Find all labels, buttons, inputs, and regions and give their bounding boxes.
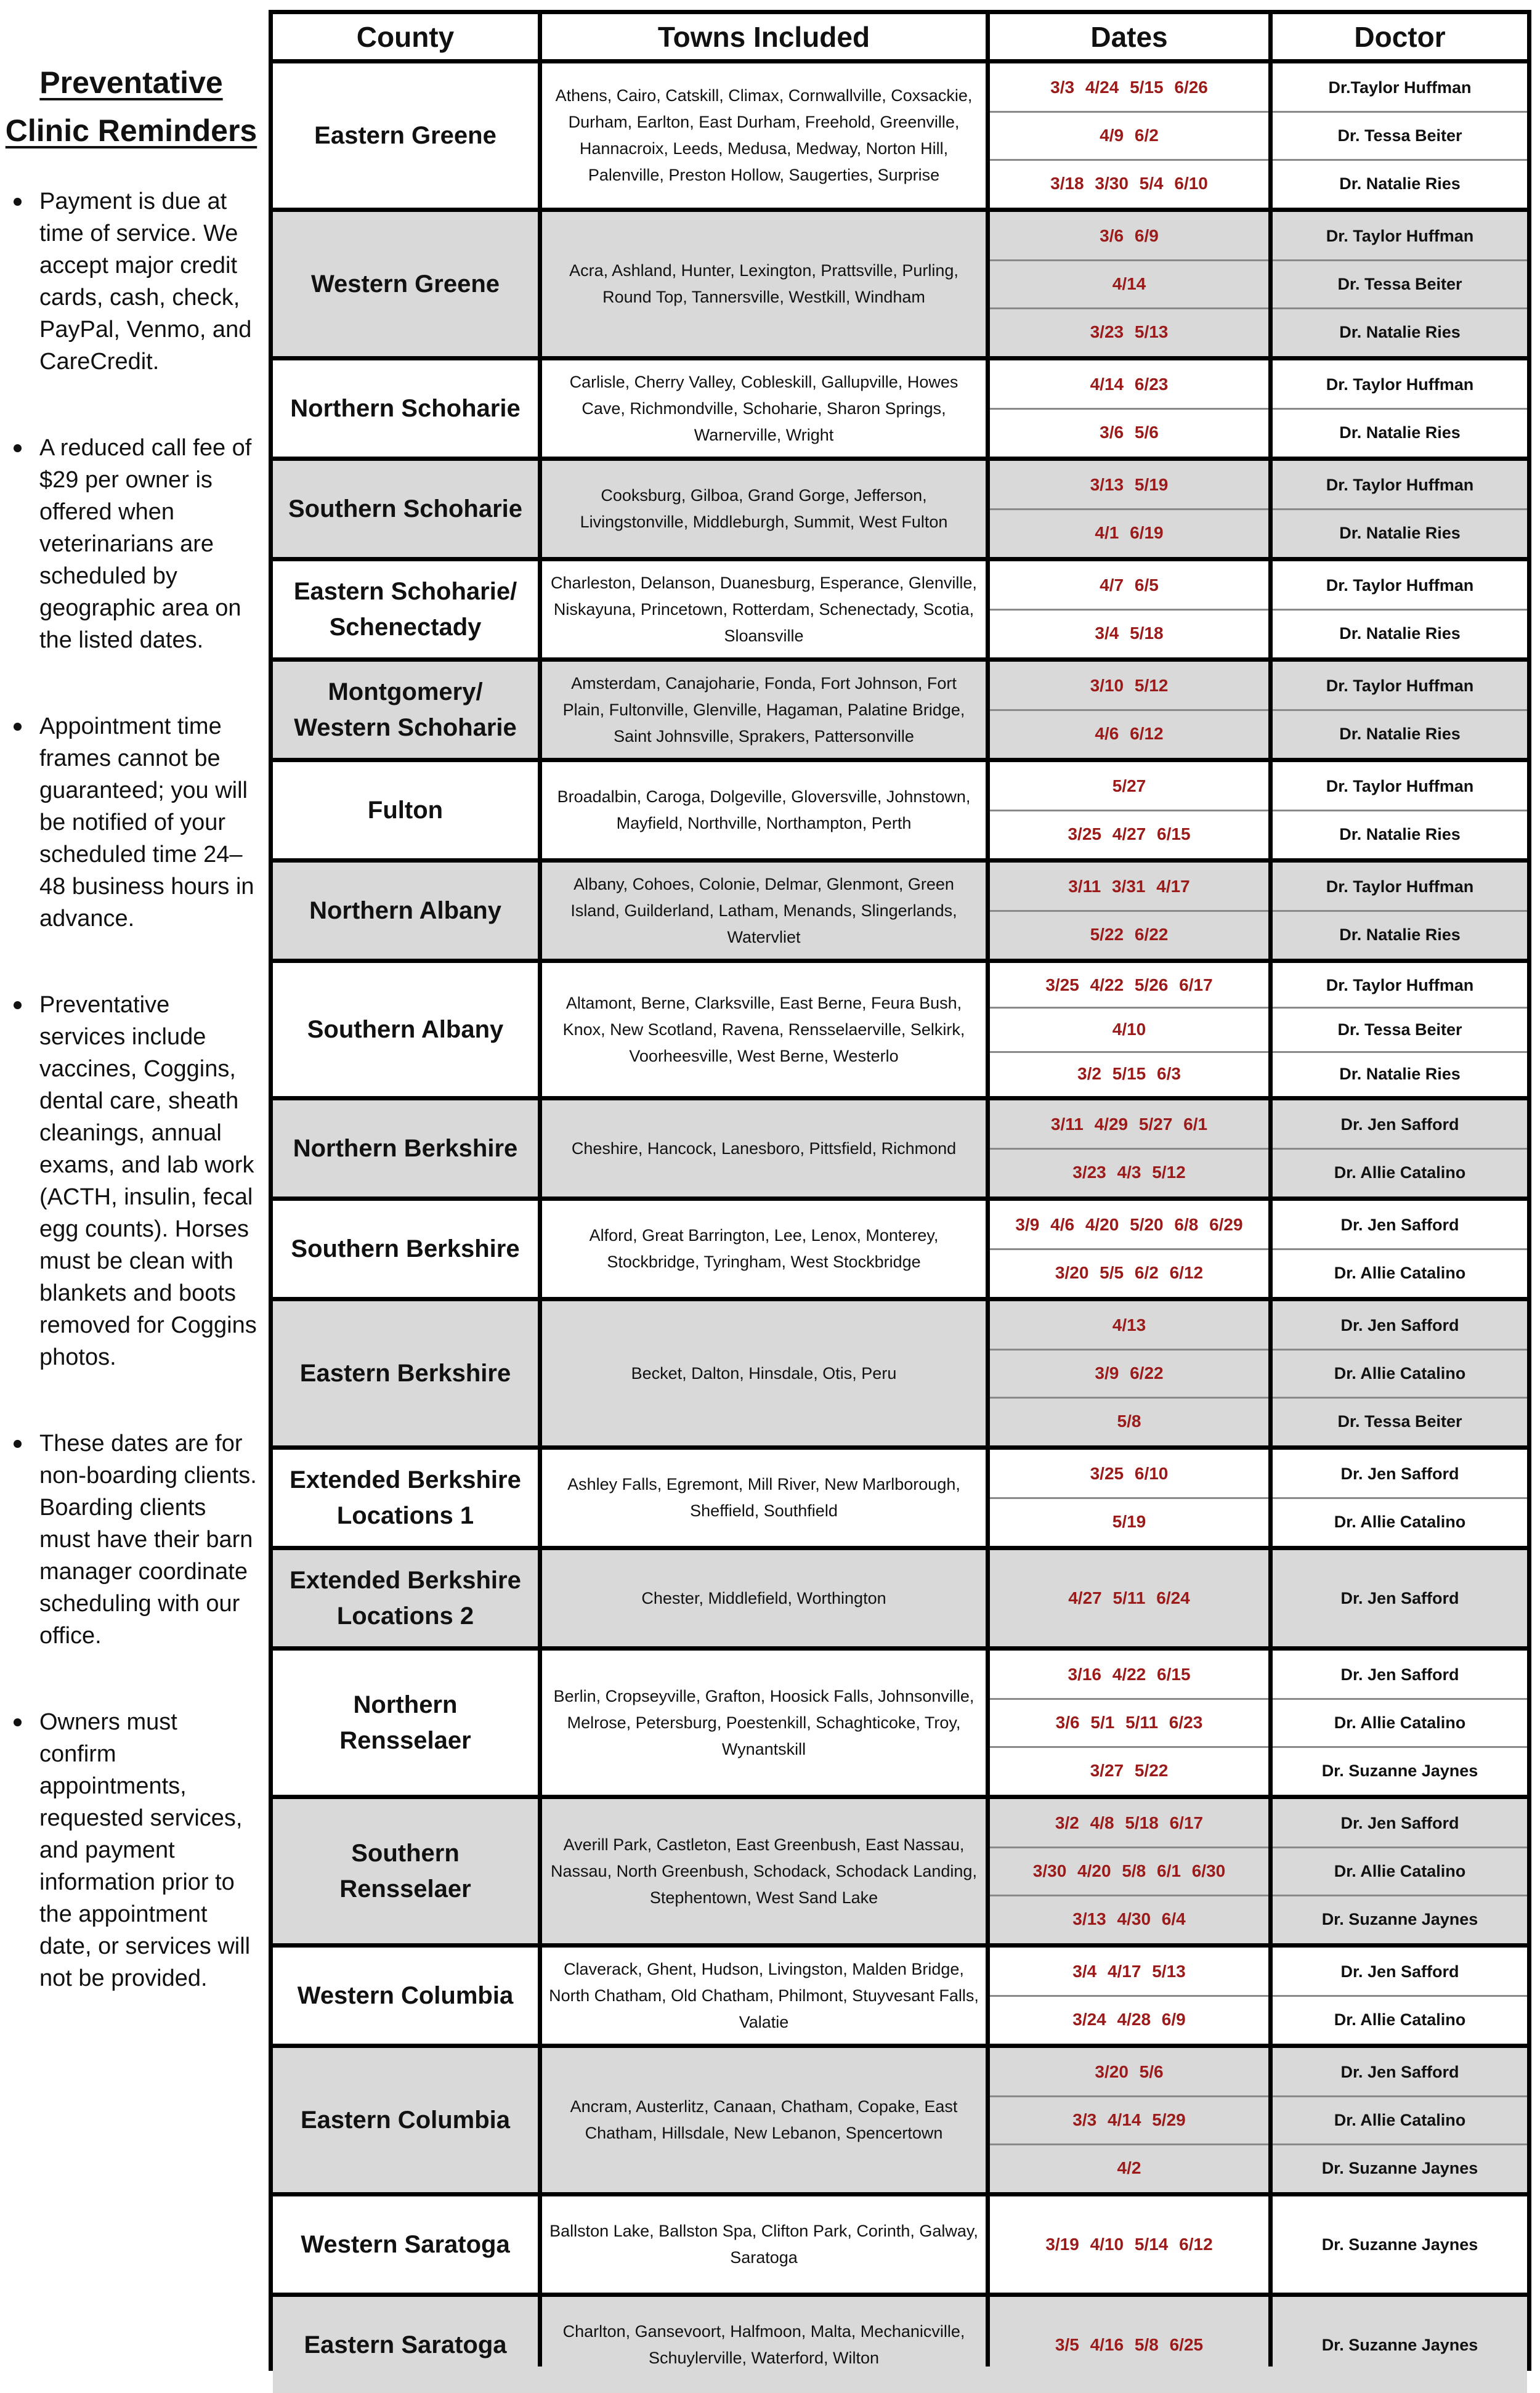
schedule-entry: [990, 1550, 1527, 1646]
schedule-entry: [990, 1201, 1527, 1249]
table-row: [273, 662, 1527, 758]
schedule-entry: [990, 963, 1527, 1007]
dates-cell: 3/23 4/3 5/12: [1072, 1163, 1186, 1182]
schedule-entry: [990, 1847, 1527, 1895]
entry-divider: [990, 709, 1527, 711]
schedule-entry: [990, 1301, 1527, 1349]
schedule-entry: [990, 2297, 1527, 2393]
towns-cell: Alford, Great Barrington, Lee, Lenox, Monterey, Stockbridge, Tyringham, West Stockbridge: [589, 1226, 939, 1271]
entry-divider: [990, 1746, 1527, 1748]
dates-cell: 3/20 5/5 6/2 6/12: [1055, 1263, 1204, 1282]
reminder-text: Appointment time frames cannot be guaranteed; you will be notified of your scheduled time 24–48 business hours in advance.: [39, 713, 254, 932]
schedule-entry: [990, 461, 1527, 509]
doctor-cell: Dr. Taylor Huffman: [1326, 226, 1474, 245]
table-row: [273, 1100, 1527, 1196]
dates-cell: 4/10: [1112, 1020, 1146, 1039]
column-divider: [1268, 14, 1273, 2367]
schedule-entry: [990, 1349, 1527, 1397]
table-row: [273, 1651, 1527, 1795]
doctor-cell: Dr. Allie Catalino: [1334, 1163, 1466, 1182]
schedule-entry: [990, 2048, 1527, 2096]
table-row: [273, 1450, 1527, 1546]
row-divider: [273, 1646, 1527, 1651]
county-cell: Southern Albany: [307, 1016, 504, 1043]
bullet-icon: [14, 723, 22, 731]
doctor-cell: Dr. Jen Safford: [1340, 1588, 1459, 1607]
schedule-entry: [990, 260, 1527, 308]
entry-divider: [990, 910, 1527, 912]
dates-cell: 3/16 4/22 6/15: [1068, 1665, 1191, 1684]
row-divider: [273, 1196, 1527, 1201]
schedule-entry: [990, 1948, 1527, 1996]
county-cell: Eastern Saratoga: [304, 2331, 507, 2358]
doctor-cell: Dr. Jen Safford: [1340, 1215, 1459, 1234]
reminder-text: Owners must confirm appointments, requested services, and payment information prior to the appointment date, or services will not be provided.: [39, 1709, 251, 1991]
entry-divider: [990, 1148, 1527, 1150]
towns-cell: Ballston Lake, Ballston Spa, Clifton Park, Corinth, Galway, Saratoga: [549, 2222, 978, 2267]
doctor-cell: Dr. Tessa Beiter: [1337, 1412, 1462, 1431]
schedule-entry: [990, 1100, 1527, 1148]
towns-cell: Charlton, Gansevoort, Halfmoon, Malta, Mechanicville, Schuylerville, Waterford, Wilton: [562, 2322, 965, 2367]
table-header: [273, 14, 1527, 63]
bullet-icon: [14, 444, 22, 452]
county-cell: Extended Berkshire Locations 1: [290, 1466, 521, 1529]
schedule-entry: [990, 1148, 1527, 1196]
dates-cell: 4/9 6/2: [1100, 126, 1159, 145]
doctor-cell: Dr. Natalie Ries: [1339, 322, 1461, 341]
dates-cell: 3/25 4/27 6/15: [1068, 824, 1191, 843]
reminder-text: These dates are for non-boarding clients. Boarding clients must have their barn manager coordinate scheduling with our office.: [39, 1431, 257, 1649]
entry-divider: [990, 508, 1527, 510]
reminder-item: [5, 185, 257, 378]
towns-cell: Albany, Cohoes, Colonie, Delmar, Glenmont, Green Island, Guilderland, Latham, Menands, Slingerlands, Watervliet: [570, 874, 957, 946]
dates-cell: 3/13 4/30 6/4: [1072, 1909, 1186, 1928]
schedule-entry: [990, 710, 1527, 758]
row-divider: [273, 657, 1527, 662]
entry-divider: [990, 259, 1527, 261]
entry-divider: [990, 159, 1527, 161]
doctor-cell: Dr. Natalie Ries: [1339, 824, 1461, 843]
county-cell: Northern Albany: [309, 897, 501, 924]
dates-cell: 5/8: [1117, 1412, 1141, 1431]
dates-cell: 3/11 4/29 5/27 6/1: [1050, 1115, 1208, 1134]
schedule-entry: [990, 212, 1527, 260]
towns-cell: Athens, Cairo, Catskill, Climax, Cornwallville, Coxsackie, Durham, Earlton, East Durham, Freehold, Greenville, Hannacroix, Leeds, Medusa, Medway, Norton Hill, Palenville, Preston Hollow, Saugerties, Surprise: [555, 86, 973, 184]
county-cell: Northern Berkshire: [293, 1135, 518, 1162]
schedule-entry: [990, 2196, 1527, 2293]
dates-cell: 4/1 6/19: [1095, 523, 1164, 542]
doctor-cell: Dr. Allie Catalino: [1334, 2110, 1466, 2129]
doctor-cell: Dr. Taylor Huffman: [1326, 877, 1474, 896]
county-cell: Western Columbia: [297, 1982, 514, 2009]
towns-cell: Altamont, Berne, Clarksville, East Berne, Feura Bush, Knox, New Scotland, Ravena, Rensselaerville, Selkirk, Voorheesville, West Berne, Westerlo: [562, 993, 965, 1065]
county-cell: Southern Schoharie: [288, 495, 523, 522]
schedule-entry: [990, 308, 1527, 356]
doctor-cell: Dr. Jen Safford: [1340, 1962, 1459, 1981]
reminder-item: [5, 1428, 257, 1652]
county-cell: Eastern Schoharie/ Schenectady: [293, 578, 517, 641]
header-towns: Towns Included: [657, 20, 870, 53]
entry-divider: [990, 1349, 1527, 1351]
towns-cell: Ashley Falls, Egremont, Mill River, New Marlborough, Sheffield, Southfield: [567, 1475, 960, 1520]
doctor-cell: Dr. Allie Catalino: [1334, 1861, 1466, 1880]
towns-cell: Claverack, Ghent, Hudson, Livingston, Malden Bridge, North Chatham, Old Chatham, Philmont, Stuyvesant Falls, Valatie: [549, 1959, 979, 2031]
doctor-cell: Dr. Jen Safford: [1340, 1665, 1459, 1684]
column-divider: [986, 14, 990, 2367]
row-divider: [273, 2192, 1527, 2196]
doctor-cell: Dr. Suzanne Jaynes: [1321, 2158, 1478, 2177]
doctor-cell: Dr. Taylor Huffman: [1326, 575, 1474, 595]
reminders-title: [5, 59, 257, 155]
schedule-entry: [990, 762, 1527, 810]
doctor-cell: Dr. Suzanne Jaynes: [1321, 1761, 1478, 1780]
dates-cell: 3/23 5/13: [1090, 322, 1169, 341]
dates-cell: 3/9 4/6 4/20 5/20 6/8 6/29: [1015, 1215, 1243, 1234]
doctor-cell: Dr. Natalie Ries: [1339, 724, 1461, 743]
table-row: [273, 561, 1527, 657]
dates-cell: 3/18 3/30 5/4 6/10: [1050, 174, 1208, 193]
bullet-icon: [14, 1001, 22, 1009]
dates-cell: 3/10 5/12: [1090, 676, 1169, 695]
table-row: [273, 762, 1527, 858]
header-dates: Dates: [1090, 20, 1168, 53]
row-divider: [273, 1795, 1527, 1799]
row-divider: [273, 208, 1527, 212]
schedule-entry: [990, 1052, 1527, 1096]
header-county: County: [356, 20, 455, 53]
entry-divider: [990, 1995, 1527, 1997]
doctor-cell: Dr. Jen Safford: [1340, 1115, 1459, 1134]
dates-cell: 3/3 4/24 5/15 6/26: [1050, 78, 1208, 97]
dates-cell: 4/27 5/11 6/24: [1068, 1588, 1190, 1607]
county-cell: Western Saratoga: [301, 2231, 510, 2258]
dates-cell: 4/14 6/23: [1090, 375, 1169, 394]
reminder-text: Payment is due at time of service. We accept major credit cards, cash, check, PayPal, Venmo, and CareCredit.: [39, 189, 252, 375]
schedule-entry: [990, 1799, 1527, 1847]
dates-cell: 3/6 5/1 5/11 6/23: [1055, 1713, 1203, 1732]
doctor-cell: Dr. Allie Catalino: [1334, 1713, 1466, 1732]
clinic-reminders-panel: [5, 59, 257, 1994]
doctor-cell: Dr. Tessa Beiter: [1337, 1020, 1462, 1039]
schedule-entry: [990, 509, 1527, 557]
dates-cell: 4/6 6/12: [1095, 724, 1164, 743]
entry-divider: [990, 1497, 1527, 1499]
row-divider: [273, 1445, 1527, 1450]
dates-cell: 3/4 4/17 5/13: [1072, 1962, 1186, 1981]
dates-cell: 3/24 4/28 6/9: [1072, 2010, 1186, 2029]
reminder-item: [5, 989, 257, 1373]
reminder-item: [5, 710, 257, 935]
schedule-entry: [990, 911, 1527, 959]
entry-divider: [990, 1397, 1527, 1399]
dates-cell: 3/25 4/22 5/26 6/17: [1045, 975, 1213, 994]
entry-divider: [990, 609, 1527, 611]
table-row: [273, 461, 1527, 557]
county-cell: Northern Schoharie: [290, 395, 521, 422]
entry-divider: [990, 810, 1527, 811]
reminders-list: [5, 185, 257, 1994]
towns-cell: Becket, Dalton, Hinsdale, Otis, Peru: [631, 1363, 897, 1383]
dates-cell: 3/6 5/6: [1100, 423, 1159, 442]
entry-divider: [990, 408, 1527, 410]
dates-cell: 3/6 6/9: [1100, 226, 1159, 245]
county-cell: Fulton: [367, 797, 444, 824]
schedule-entry: [990, 1397, 1527, 1445]
schedule-entry: [990, 810, 1527, 858]
dates-cell: 3/30 4/20 5/8 6/1 6/30: [1032, 1861, 1226, 1880]
schedule-entry: [990, 1498, 1527, 1546]
schedule-entry: [990, 662, 1527, 710]
row-divider: [273, 959, 1527, 963]
county-cell: Extended Berkshire Locations 2: [290, 1567, 521, 1630]
county-cell: Eastern Greene: [314, 122, 496, 149]
towns-cell: Averill Park, Castleton, East Greenbush, East Nassau, Nassau, North Greenbush, Schodack, Schodack Landing, Stephentown, West Sand Lake: [551, 1835, 977, 1907]
entry-divider: [990, 2095, 1527, 2097]
dates-cell: 3/9 6/22: [1095, 1363, 1164, 1383]
dates-cell: 3/2 5/15 6/3: [1077, 1064, 1181, 1083]
doctor-cell: Dr. Suzanne Jaynes: [1321, 2335, 1478, 2354]
schedule-entry: [990, 1895, 1527, 1943]
row-divider: [273, 557, 1527, 561]
table-row: [273, 1799, 1527, 1943]
entry-divider: [990, 111, 1527, 113]
row-divider: [273, 2293, 1527, 2297]
reminders-title-line1: Preventative: [39, 65, 223, 100]
doctor-cell: Dr. Natalie Ries: [1339, 925, 1461, 944]
doctor-cell: Dr. Natalie Ries: [1339, 1064, 1461, 1083]
schedule-entry: [990, 561, 1527, 609]
entry-divider: [990, 1248, 1527, 1250]
dates-cell: 3/25 6/10: [1090, 1464, 1169, 1483]
row-divider: [273, 858, 1527, 863]
dates-cell: 3/4 5/18: [1095, 624, 1164, 643]
row-divider: [273, 758, 1527, 762]
table-row: [273, 1550, 1527, 1646]
towns-cell: Carlisle, Cherry Valley, Cobleskill, Gallupville, Howes Cave, Richmondville, Schoharie, Sharon Springs, Warnerville, Wright: [569, 372, 958, 444]
dates-cell: 3/13 5/19: [1090, 475, 1169, 494]
entry-divider: [990, 307, 1527, 309]
towns-cell: Amsterdam, Canajoharie, Fonda, Fort Johnson, Fort Plain, Fultonville, Glenville, Hagaman, Palatine Bridge, Saint Johnsville, Sprakers, Pattersonville: [562, 673, 965, 746]
doctor-cell: Dr. Natalie Ries: [1339, 174, 1461, 193]
schedule-entry: [990, 609, 1527, 657]
column-divider: [538, 14, 542, 2367]
doctor-cell: Dr. Natalie Ries: [1339, 624, 1461, 643]
doctor-cell: Dr. Allie Catalino: [1334, 1263, 1466, 1282]
dates-cell: 3/3 4/14 5/29: [1072, 2110, 1186, 2129]
table-row: [273, 2297, 1527, 2393]
doctor-cell: Dr. Jen Safford: [1340, 1315, 1459, 1335]
doctor-cell: Dr. Suzanne Jaynes: [1321, 2235, 1478, 2254]
entry-divider: [990, 1895, 1527, 1896]
schedule-table: [269, 10, 1531, 2371]
schedule-entry: [990, 1651, 1527, 1699]
doctor-cell: Dr.Taylor Huffman: [1328, 78, 1472, 97]
table-row: [273, 963, 1527, 1096]
county-cell: Western Greene: [310, 270, 500, 298]
table-row: [273, 360, 1527, 457]
dates-cell: 4/13: [1112, 1315, 1146, 1335]
dates-cell: 3/11 3/31 4/17: [1068, 877, 1190, 896]
entry-divider: [990, 1051, 1527, 1053]
schedule-entry: [990, 1747, 1527, 1795]
reminder-text: A reduced call fee of $29 per owner is offered when veterinarians are scheduled by geographic area on the listed dates.: [39, 435, 252, 653]
dates-cell: 4/2: [1117, 2158, 1141, 2177]
county-cell: Southern Rensselaer: [339, 1840, 471, 1903]
table-row: [273, 212, 1527, 356]
doctor-cell: Dr. Taylor Huffman: [1326, 475, 1474, 494]
table-row: [273, 863, 1527, 959]
doctor-cell: Dr. Jen Safford: [1340, 1813, 1459, 1832]
entry-divider: [990, 1847, 1527, 1848]
table-row: [273, 63, 1527, 208]
doctor-cell: Dr. Taylor Huffman: [1326, 975, 1474, 994]
schedule-entry: [990, 863, 1527, 911]
towns-cell: Berlin, Cropseyville, Grafton, Hoosick Falls, Johnsonville, Melrose, Petersburg, Poestenkill, Schaghticoke, Troy, Wynantskill: [553, 1686, 975, 1758]
bullet-icon: [14, 1718, 22, 1726]
dates-cell: 5/22 6/22: [1090, 925, 1169, 944]
table-row: [273, 1948, 1527, 2044]
dates-cell: 3/5 4/16 5/8 6/25: [1055, 2335, 1204, 2354]
entry-divider: [990, 1007, 1527, 1009]
bullet-icon: [14, 1440, 22, 1448]
towns-cell: Cooksburg, Gilboa, Grand Gorge, Jefferson, Livingstonville, Middleburgh, Summit, West Fulton: [580, 486, 948, 531]
schedule-entry: [990, 1450, 1527, 1498]
dates-cell: 3/19 4/10 5/14 6/12: [1045, 2235, 1213, 2254]
towns-cell: Ancram, Austerlitz, Canaan, Chatham, Copake, East Chatham, Hillsdale, New Lebanon, Spencertown: [570, 2097, 958, 2142]
doctor-cell: Dr. Taylor Huffman: [1326, 776, 1474, 795]
dates-cell: 5/27: [1112, 776, 1146, 795]
schedule-entry: [990, 2144, 1527, 2192]
county-cell: Montgomery/ Western Schoharie: [294, 678, 517, 741]
county-cell: Eastern Columbia: [300, 2107, 511, 2134]
doctor-cell: Dr. Tessa Beiter: [1337, 274, 1462, 293]
row-divider: [273, 1943, 1527, 1948]
entry-divider: [990, 2143, 1527, 2145]
table-row: [273, 1201, 1527, 1297]
row-divider: [273, 356, 1527, 360]
doctor-cell: Dr. Natalie Ries: [1339, 423, 1461, 442]
towns-cell: Charleston, Delanson, Duanesburg, Esperance, Glenville, Niskayuna, Princetown, Rotterdam, Schenectady, Scotia, Sloansville: [551, 573, 977, 645]
county-cell: Eastern Berkshire: [299, 1360, 511, 1387]
reminder-item: [5, 1706, 257, 1994]
reminders-title-line2: Clinic Reminders: [5, 113, 257, 148]
schedule-entry: [990, 360, 1527, 408]
towns-cell: Broadalbin, Caroga, Dolgeville, Gloversville, Johnstown, Mayfield, Northville, Northampton, Perth: [557, 787, 971, 832]
dates-cell: 3/20 5/6: [1095, 2062, 1164, 2081]
doctor-cell: Dr. Tessa Beiter: [1337, 126, 1462, 145]
reminder-item: [5, 432, 257, 656]
schedule-entry: [990, 1249, 1527, 1297]
doctor-cell: Dr. Allie Catalino: [1334, 2010, 1466, 2029]
doctor-cell: Dr. Jen Safford: [1340, 2062, 1459, 2081]
row-divider: [273, 1096, 1527, 1100]
schedule-entry: [990, 1007, 1527, 1052]
doctor-cell: Dr. Taylor Huffman: [1326, 676, 1474, 695]
bullet-icon: [14, 198, 22, 206]
doctor-cell: Dr. Allie Catalino: [1334, 1363, 1466, 1383]
dates-cell: 5/19: [1112, 1512, 1146, 1531]
doctor-cell: Dr. Jen Safford: [1340, 1464, 1459, 1483]
dates-cell: 4/7 6/5: [1100, 575, 1159, 595]
schedule-entry: [990, 408, 1527, 457]
doctor-cell: Dr. Natalie Ries: [1339, 523, 1461, 542]
county-cell: Southern Berkshire: [291, 1235, 520, 1262]
schedule-entry: [990, 1996, 1527, 2044]
row-divider: [273, 2044, 1527, 2048]
table-row: [273, 2196, 1527, 2293]
doctor-cell: Dr. Allie Catalino: [1334, 1512, 1466, 1531]
schedule-entry: [990, 2096, 1527, 2144]
schedule-entry: [990, 160, 1527, 208]
reminder-text: Preventative services include vaccines, Coggins, dental care, sheath cleanings, annual exams, and lab work (ACTH, insulin, fecal egg counts). Horses must be clean with blankets and boots removed for Coggins photos.: [39, 992, 257, 1370]
dates-cell: 3/27 5/22: [1090, 1761, 1169, 1780]
doctor-cell: Dr. Taylor Huffman: [1326, 375, 1474, 394]
schedule-entry: [990, 112, 1527, 160]
schedule-entry: [990, 63, 1527, 112]
row-divider: [273, 1546, 1527, 1550]
row-divider: [273, 1297, 1527, 1301]
dates-cell: 3/2 4/8 5/18 6/17: [1055, 1813, 1204, 1832]
schedule-entry: [990, 1699, 1527, 1747]
dates-cell: 4/14: [1112, 274, 1146, 293]
doctor-cell: Dr. Suzanne Jaynes: [1321, 1909, 1478, 1928]
row-divider: [273, 457, 1527, 461]
table-row: [273, 1301, 1527, 1445]
entry-divider: [990, 1698, 1527, 1700]
towns-cell: Cheshire, Hancock, Lanesboro, Pittsfield, Richmond: [571, 1139, 957, 1158]
county-cell: Northern Rensselaer: [339, 1691, 471, 1754]
header-doctor: Doctor: [1354, 20, 1446, 53]
towns-cell: Acra, Ashland, Hunter, Lexington, Prattsville, Purling, Round Top, Tannersville, Westkill, Windham: [569, 261, 958, 306]
table-row: [273, 2048, 1527, 2192]
towns-cell: Chester, Middlefield, Worthington: [641, 1588, 886, 1607]
